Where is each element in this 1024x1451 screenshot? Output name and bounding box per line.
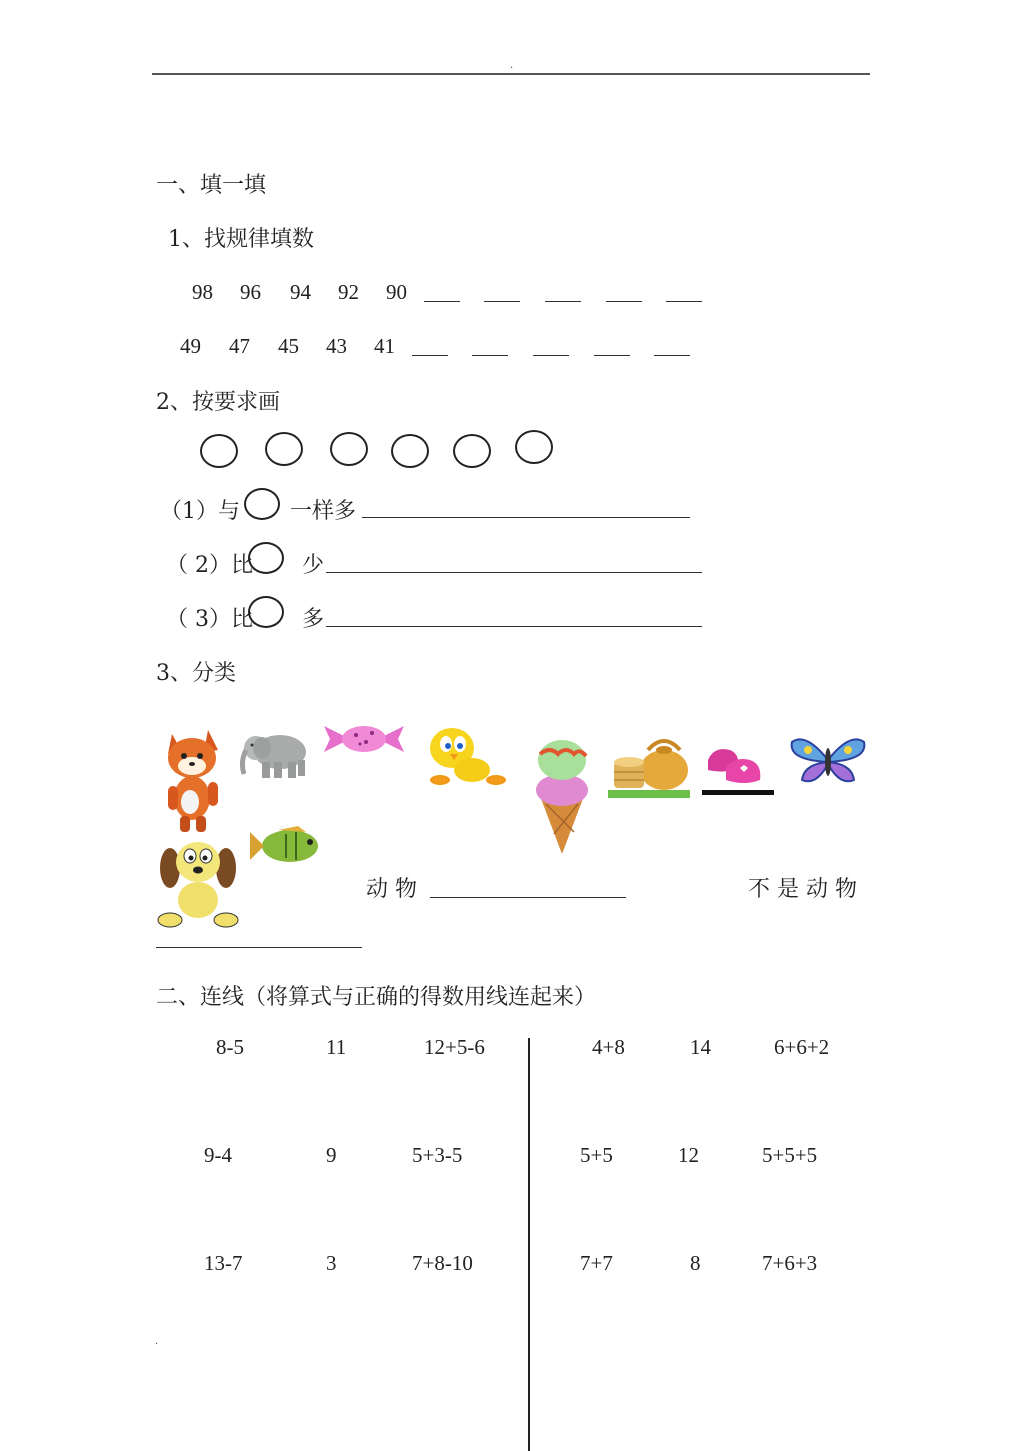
draw-item-2-answer-line[interactable] — [326, 572, 702, 573]
match-right-2-expression2[interactable]: 5+5+5 — [762, 1143, 818, 1167]
seq2-blank-5[interactable] — [654, 355, 690, 356]
circle-shape — [248, 542, 284, 574]
circle-shape — [515, 430, 553, 464]
circle-shape — [248, 596, 284, 628]
elephant-icon — [238, 726, 312, 782]
seq2-num-2: 47 — [229, 334, 250, 358]
draw-item-3-prefix: （ 3）比 — [166, 607, 253, 632]
section2-title: 二、连线（将算式与正确的得数用线连起来） — [156, 985, 597, 1010]
match-right-1-expression2[interactable]: 6+6+2 — [774, 1035, 830, 1059]
seq1-num-4: 92 — [338, 280, 359, 304]
seq2-num-1: 49 — [180, 334, 201, 358]
draw-item-1-prefix: （1）与 — [160, 499, 240, 524]
match-right-3-expression2[interactable]: 7+6+3 — [762, 1251, 818, 1275]
draw-item-3-answer-line[interactable] — [326, 626, 702, 627]
match-left-2-expression[interactable]: 9-4 — [204, 1143, 232, 1167]
q2-title: 2、按要求画 — [156, 390, 280, 415]
circle-shape — [330, 432, 368, 466]
match-left-1-expression2[interactable]: 12+5-6 — [424, 1035, 485, 1059]
seq1-num-3: 94 — [290, 280, 311, 304]
shoes-icon — [700, 738, 776, 796]
teapot-icon — [606, 728, 692, 800]
section1-title: 一、填一填 — [156, 173, 267, 198]
bird-icon — [420, 724, 508, 796]
seq1-blank-1[interactable] — [424, 301, 460, 302]
seq1-blank-3[interactable] — [545, 301, 581, 302]
divider-line — [528, 1038, 530, 1451]
circle-shape — [453, 434, 491, 468]
seq2-num-4: 43 — [326, 334, 347, 358]
draw-item-3-suffix: 多 — [302, 607, 325, 632]
match-left-3-expression2[interactable]: 7+8-10 — [412, 1251, 473, 1275]
candy-icon — [322, 722, 406, 756]
seq1-blank-2[interactable] — [484, 301, 520, 302]
match-right-2-answer[interactable]: 12 — [678, 1143, 699, 1167]
q3-title: 3、分类 — [156, 661, 236, 686]
fish-icon — [248, 824, 328, 868]
match-left-3-answer[interactable]: 3 — [326, 1251, 337, 1275]
seq1-num-2: 96 — [240, 280, 261, 304]
match-left-3-expression[interactable]: 13-7 — [204, 1251, 243, 1275]
dog-icon — [156, 834, 240, 932]
header-rule — [152, 73, 870, 75]
seq1-blank-4[interactable] — [606, 301, 642, 302]
seq2-blank-4[interactable] — [594, 355, 630, 356]
match-right-1-answer[interactable]: 14 — [690, 1035, 711, 1059]
match-right-2-expression[interactable]: 5+5 — [580, 1143, 613, 1167]
seq1-blank-5[interactable] — [666, 301, 702, 302]
draw-item-1-answer-line[interactable] — [362, 517, 690, 518]
animals-label: 动 物 — [366, 877, 417, 902]
draw-item-2-prefix: （ 2）比 — [166, 553, 253, 578]
seq1-num-1: 98 — [192, 280, 213, 304]
circle-shape — [391, 434, 429, 468]
circle-shape — [200, 434, 238, 468]
draw-item-2-suffix: 少 — [302, 553, 325, 578]
seq2-blank-1[interactable] — [412, 355, 448, 356]
match-left-2-expression2[interactable]: 5+3-5 — [412, 1143, 463, 1167]
fox-icon — [158, 724, 228, 834]
circle-shape — [244, 488, 280, 520]
match-left-1-expression[interactable]: 8-5 — [216, 1035, 244, 1059]
circle-shape — [265, 432, 303, 466]
ice-cream-icon — [530, 732, 594, 856]
not-animals-label: 不 是 动 物 — [748, 877, 857, 902]
not-animals-answer-line[interactable] — [156, 947, 362, 948]
match-left-1-answer[interactable]: 11 — [326, 1035, 347, 1059]
butterfly-icon — [788, 734, 868, 788]
seq2-blank-3[interactable] — [533, 355, 569, 356]
draw-item-1-suffix: 一样多 — [290, 499, 357, 524]
match-right-3-answer[interactable]: 8 — [690, 1251, 701, 1275]
match-right-1-expression[interactable]: 4+8 — [592, 1035, 625, 1059]
animals-answer-line[interactable] — [430, 897, 626, 898]
footer-dot: . — [155, 1336, 159, 1347]
seq2-num-5: 41 — [374, 334, 395, 358]
match-right-3-expression[interactable]: 7+7 — [580, 1251, 613, 1275]
header-dot: . — [510, 60, 514, 71]
seq2-blank-2[interactable] — [472, 355, 508, 356]
seq2-num-3: 45 — [278, 334, 299, 358]
match-left-2-answer[interactable]: 9 — [326, 1143, 337, 1167]
seq1-num-5: 90 — [386, 280, 407, 304]
q1-title: 1、找规律填数 — [168, 227, 314, 252]
